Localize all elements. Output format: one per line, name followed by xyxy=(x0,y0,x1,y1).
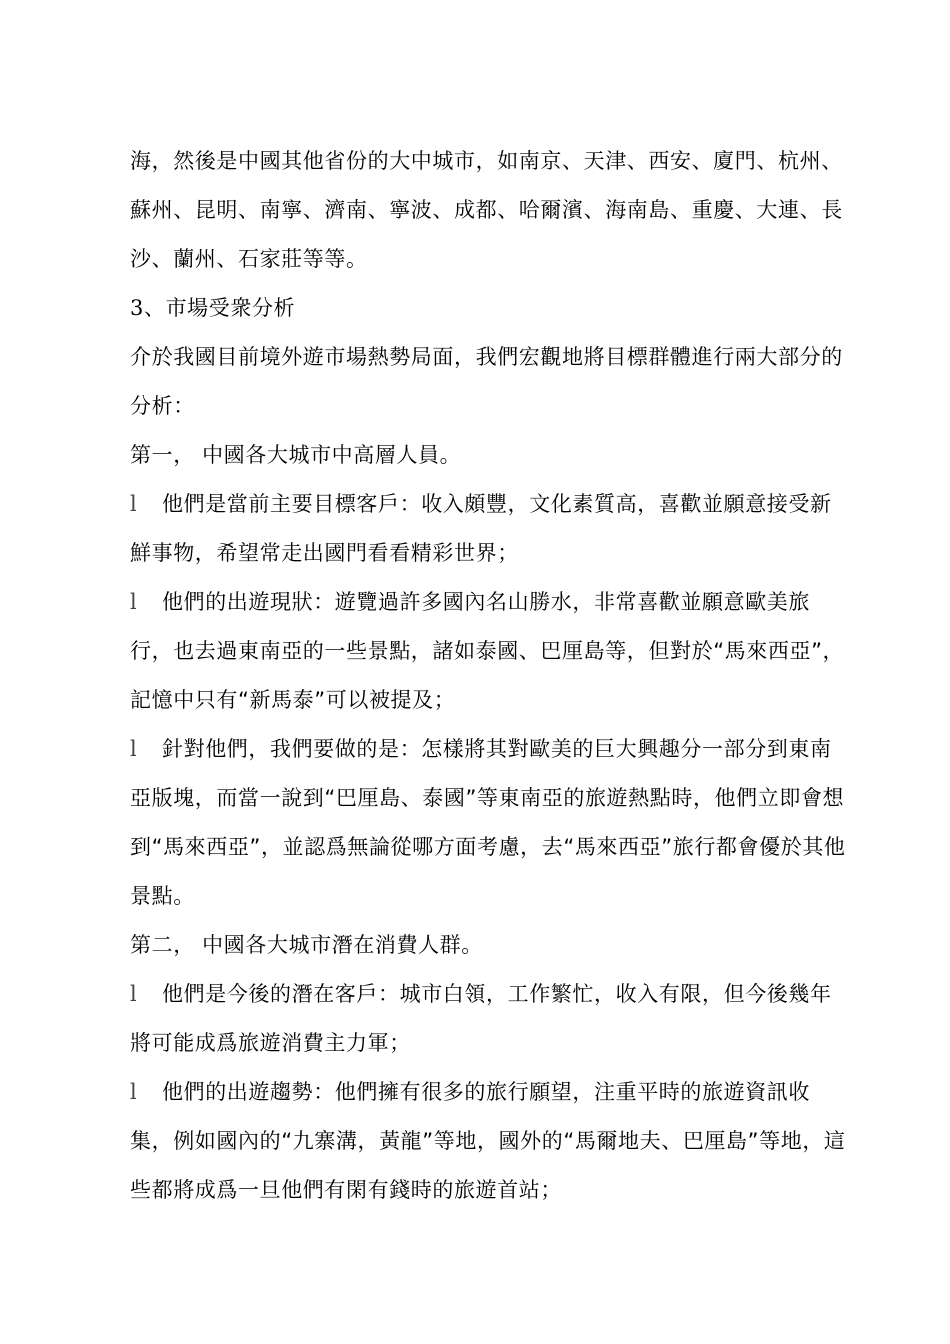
bullet-marker: l xyxy=(130,590,138,614)
list-item xyxy=(130,1068,850,1215)
list-item xyxy=(130,970,850,1068)
list-item xyxy=(130,725,850,921)
list-item-text: 他們的出遊現狀：遊覽過許多國內名山勝水，非常喜歡並願意歐美旅行，也去過東南亞的一些景點，諸如泰國、巴厘島等，但對於“馬來西亞”，記憶中只有“新馬泰”可以被提及； xyxy=(130,590,845,712)
bullet-marker: l xyxy=(130,982,138,1006)
paragraph-intro: 介於我國目前境外遊市場熱勢局面，我們宏觀地將目標群體進行兩大部分的分析： xyxy=(130,345,843,418)
section-title: 市場受衆分析 xyxy=(165,296,296,320)
bullet-marker: l xyxy=(130,1080,138,1104)
paragraph-group-one: 第一， 中國各大城市中高層人員。 xyxy=(130,443,462,467)
list-item-text: 他們是當前主要目標客戶：收入頗豐，文化素質高，喜歡並願意接受新鮮事物，希望常走出國門看看精彩世界； xyxy=(130,492,832,565)
document-page xyxy=(130,137,850,1215)
list-item-text: 他們是今後的潛在客戶：城市白領，工作繁忙，收入有限，但今後幾年將可能成爲旅遊消費主力軍； xyxy=(130,982,832,1055)
bullet-marker: l xyxy=(130,492,138,516)
paragraph-group-two: 第二， 中國各大城市潛在消費人群。 xyxy=(130,933,483,957)
list-item-text: 他們的出遊趨勢：他們擁有很多的旅行願望，注重平時的旅遊資訊收集，例如國內的“九寨溝，黃龍”等地，國外的“馬爾地夫、巴厘島”等地，這些都將成爲一旦他們有閑有錢時的旅遊首站； xyxy=(130,1080,846,1202)
section-heading-market-audience xyxy=(130,284,850,333)
paragraph-cities: 海，然後是中國其他省份的大中城市，如南京、天津、西安、廈門、杭州、蘇州、昆明、南寧、濟南、寧波、成都、哈爾濱、海南島、重慶、大連、長沙、蘭州、石家莊等等。 xyxy=(130,149,843,271)
section-number: 3、 xyxy=(130,296,166,320)
list-item xyxy=(130,480,850,578)
bullet-marker: l xyxy=(130,737,138,761)
list-item xyxy=(130,578,850,725)
list-item-text: 針對他們，我們要做的是：怎樣將其對歐美的巨大興趣分一部分到東南亞版塊，而當一說到“巴厘島、泰國”等東南亞的旅遊熱點時，他們立即會想到“馬來西亞”，並認爲無論從哪方面考慮，去“馬來西亞”旅行都會優於其他景點。 xyxy=(130,737,846,908)
